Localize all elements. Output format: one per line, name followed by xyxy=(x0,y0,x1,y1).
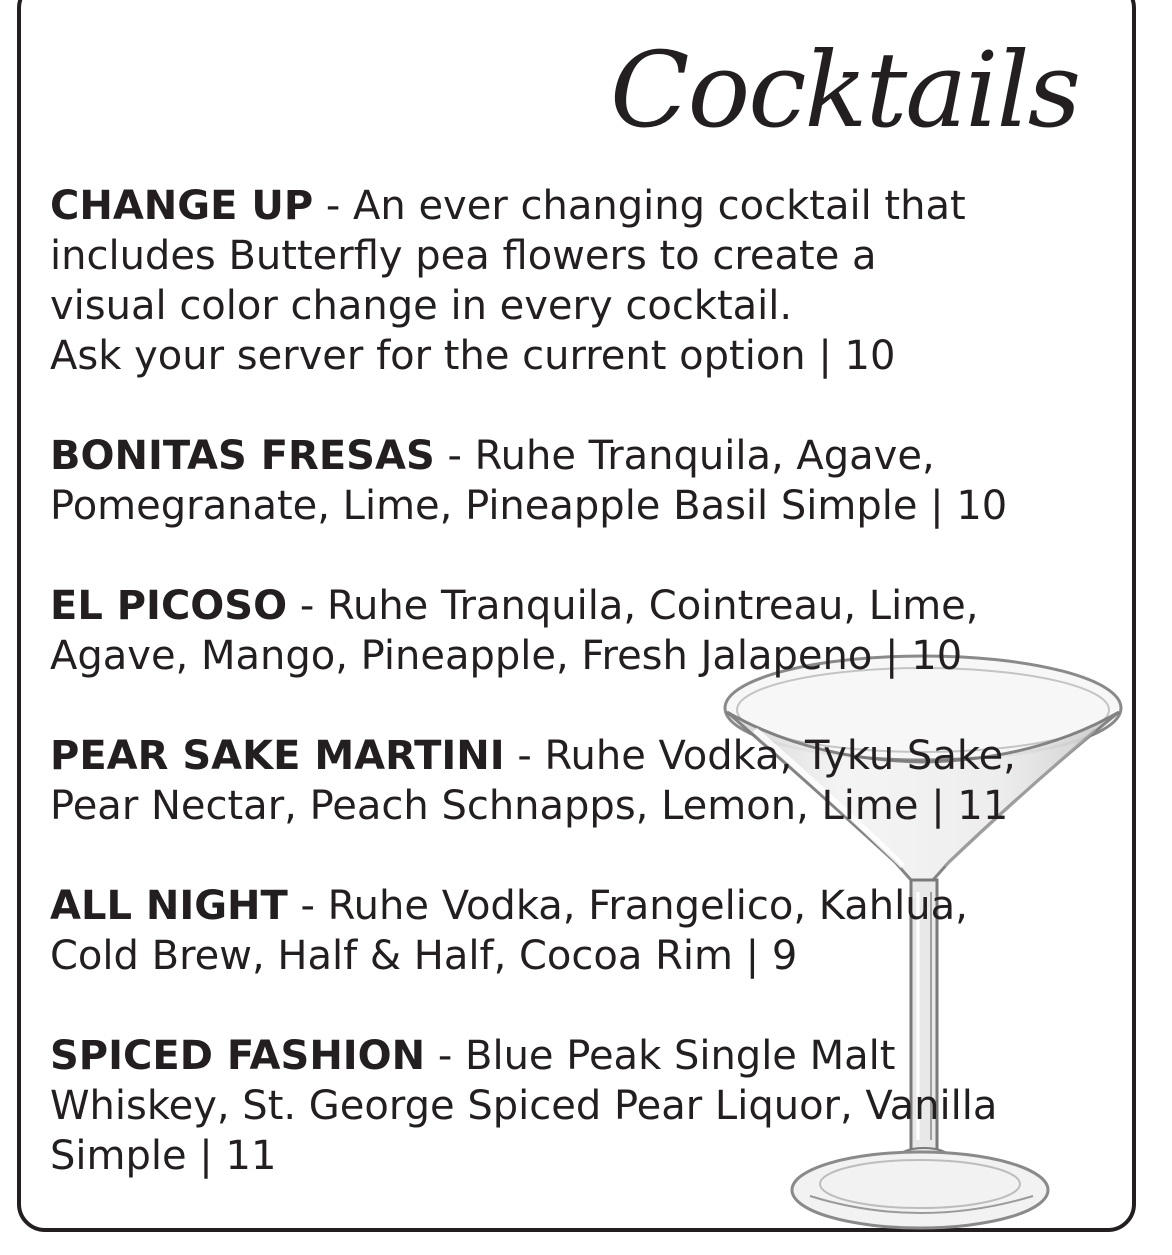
menu-item xyxy=(50,1031,1130,1181)
item-description: - Ruhe Tranquila, Cointreau, Lime, xyxy=(287,583,979,629)
menu-item xyxy=(50,581,1130,681)
item-description: Whiskey, St. George Spiced Pear Liquor, Vanilla xyxy=(50,1083,998,1129)
item-description: visual color change in every cocktail. xyxy=(50,283,793,329)
item-description: Pear Nectar, Peach Schnapps, Lemon, Lime | 11 xyxy=(50,783,1009,829)
item-description: - Blue Peak Single Malt xyxy=(425,1033,896,1079)
item-description: Agave, Mango, Pineapple, Fresh Jalapeno | 10 xyxy=(50,633,963,679)
item-name: CHANGE UP xyxy=(50,183,314,229)
item-description: includes Butterfly pea flowers to create a xyxy=(50,233,877,279)
item-name: EL PICOSO xyxy=(50,583,288,629)
cocktail-list xyxy=(50,181,1130,1231)
menu-item xyxy=(50,181,1130,381)
item-description: Cold Brew, Half & Half, Cocoa Rim | 9 xyxy=(50,933,798,979)
item-name: ALL NIGHT xyxy=(50,883,288,929)
item-description: - Ruhe Vodka, Tyku Sake, xyxy=(504,733,1016,779)
item-description: Simple | 11 xyxy=(50,1133,277,1179)
item-description: Pomegranate, Lime, Pineapple Basil Simple | 10 xyxy=(50,483,1008,529)
item-description: - Ruhe Tranquila, Agave, xyxy=(434,433,935,479)
menu-item xyxy=(50,431,1130,531)
item-description: - Ruhe Vodka, Frangelico, Kahlua, xyxy=(287,883,968,929)
item-description: Ask your server for the current option | 10 xyxy=(50,333,896,379)
item-name: BONITAS FRESAS xyxy=(50,433,435,479)
item-name: PEAR SAKE MARTINI xyxy=(50,733,505,779)
menu-item xyxy=(50,881,1130,981)
item-name: SPICED FASHION xyxy=(50,1033,426,1079)
menu-title: Cocktails xyxy=(610,29,1080,151)
menu-item xyxy=(50,731,1130,831)
item-description: - An ever changing cocktail that xyxy=(313,183,966,229)
